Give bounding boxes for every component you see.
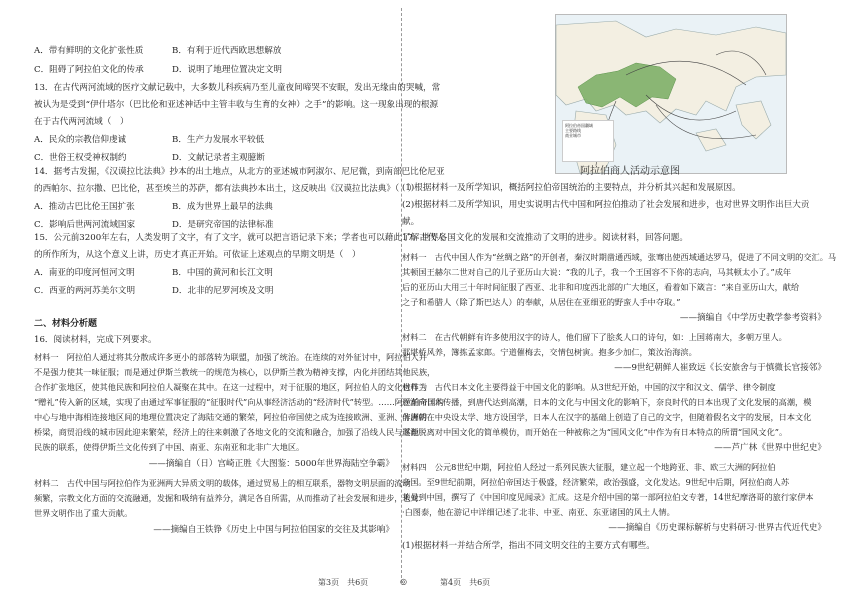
option-d: D．文献记录者主观臆断 (172, 152, 265, 163)
option-b: B．中国的黄河和长江文明 (172, 267, 273, 278)
page-number-right: 第4页 共6页 (440, 578, 491, 587)
q16-material-2 (34, 476, 419, 521)
material-line: 材料一 古代中国人作为“丝绸之路”的开创者，秦汉时期凿通西域，张骞出使西域通达罗马，促进了不同文明的交汇。马 (402, 252, 837, 262)
material-line: 合作扩张地区，使其他民族和阿拉伯人凝聚在其中。在这一过程中，对于征服的地区，阿拉伯人的文化也作为 (34, 382, 428, 392)
option-b: B．成为世界上最早的法典 (172, 201, 273, 212)
q14-line: 的西帕尔、拉尔撒、巴比伦，甚至埃兰的苏萨，都有法典抄本出土，这反映出《汉谟拉比法典》（ ） (34, 184, 417, 194)
material-line: 后的亚历山大用三十年时间征服了西亚、北非和印度西北部的广大地区，看着如下箴言：“来自亚历山大，献给 (402, 282, 800, 292)
binding-mark: ◎ (400, 577, 407, 586)
question-13 (34, 80, 441, 167)
question-15 (34, 230, 445, 300)
material-line: 材料四 公元8世纪中期，阿拉伯人经过一系列民族大征服，建立起一个地跨亚、非、欧三大洲的阿拉伯 (402, 462, 776, 472)
material-line: 那堪桥风养，簿拣孟家郎。宁道催梅去，交情包树寅。抱多少加仁，策汝治海滨。 (402, 347, 697, 357)
q17-material-3 (402, 380, 826, 440)
material-line: ·白图泰，他在游记中详细记述了北非、中亚、南亚、东亚诸国的风土人情。 (402, 507, 675, 517)
option-c: C．影响后世两河流域国家 (34, 219, 136, 230)
material-line: 材料一 阿拉伯人通过将其分散成许多更小的部落转为联盟，加强了统治。在连续的对外征讨中，阿拉伯人并 (34, 352, 428, 362)
q17-material-4 (402, 460, 826, 520)
option-b: B．有利于近代西欧思想解放 (172, 45, 282, 56)
requirement-line: 献。 (402, 217, 420, 227)
q13-line: 在于古代两河流域（ ） (34, 117, 129, 127)
q16-material-1 (34, 350, 444, 455)
legend-item: 阿拉伯帝国疆域 (565, 123, 593, 128)
material-source: ——摘编自（日）宫崎正胜《大图鉴：5000年世界海陆空争霸》 (148, 459, 394, 469)
legend-item: 商业城市 (565, 133, 581, 138)
material-source: ——芦广林《世界中世纪史》 (714, 443, 826, 453)
material-line: 世界文明作出了重大贡献。 (34, 508, 133, 518)
q13-line: 13．在古代两河流域的医疗文献记载中，大多数儿科疾病乃至儿童夜间啼哭不安眠，发出无缘由的哭喊，常 (34, 83, 441, 93)
material-source: ——摘编自王铁铮《历史上中国与阿拉伯国家的交往及其影响》 (153, 525, 394, 535)
question-16-intro: 16．阅读材料，完成下列要求。 (34, 335, 157, 345)
material-line: 逐渐向日本传播，到唐代达到高潮，日本的文化与中国文化的影响下，奈良时代的日本出现了文化发展的高潮，模 (402, 397, 812, 407)
map-legend (562, 120, 614, 162)
requirement-line: (2)根据材料二及所学知识，用史实说明古代中国和阿拉伯推动了社会发展和进步，也对世界文明作出巨大贡 (402, 200, 810, 210)
material-line: 莱曼到中国，撰写了《中国印度见闻录》汇成。这是介绍中国的第一部阿拉伯文专著，14世纪摩洛哥的旅行家伊本 (402, 492, 814, 502)
section-title: 二、材料分析题 (34, 319, 98, 329)
material-line: 材料三 古代日本文化主要得益于中国文化的影响。从3世纪开始，中国的汉字和汉文、儒学、律令制度 (402, 382, 776, 392)
option-c: C．阻碍了阿拉伯文化的传承 (34, 64, 144, 75)
material-line: 频繁，宗教文化方面的交流融通，发掘和吸纳有益养分，满足各自所需，从而推动了社会发展和进步，也对 (34, 493, 419, 503)
material-source: ——摘编自《中学历史教学参考资料》 (679, 313, 826, 323)
q16-requirements (402, 180, 826, 231)
requirement-line: (1)根据材料一及所学知识，概括阿拉伯帝国统治的主要特点，并分析其兴起和发展原因。 (402, 183, 741, 193)
q13-line: 被认为是受到“伊什塔尔（巴比伦和亚述神话中主管丰收与生育的女神）之手”的影响。这一现象出现的根源 (34, 100, 439, 110)
option-a: A．南亚的印度河恒河文明 (34, 267, 135, 278)
q17-material-2 (402, 330, 826, 360)
material-line: 材料二 古代中国与阿拉伯作为亚洲两大异质文明的载体，通过贸易上的相互联系，器物文明层面的流动 (34, 478, 411, 488)
material-line: 帝国。至9世纪前期，阿拉伯帝国达于极盛，经济繁荣，政治强盛，文化发达。9世纪中后期，阿拉伯商人苏 (402, 477, 790, 487)
material-line: 材料二 在古代朝鲜有许多使用汉字的诗人，他们留下了脍炙人口的诗句，如：上国蒋南大，多朝万里人。 (402, 332, 787, 342)
q17-material-1 (402, 250, 837, 310)
material-source: ——摘编自《历史课标解析与史料研习·世界古代近代史》 (608, 523, 826, 533)
material-line: 不是强力使其一味征服；而是通过伊斯兰教统一的规范为核心，以伊斯兰教为精神支撑，内化并团结其他民族， (34, 367, 436, 377)
question-12-options (34, 42, 394, 80)
option-c: C．世俗王权受神权制约 (34, 152, 127, 163)
legend-item: 主要路线 (565, 128, 581, 133)
material-source: ——9世纪朝鲜人崔致远《长安旅舍与于慎微长官接邻》 (614, 363, 826, 373)
option-c: C．西亚的两河苏美尔文明 (34, 285, 136, 296)
option-a: A．民众的宗教信仰虔诚 (34, 134, 127, 145)
option-d: D．说明了地理位置决定文明 (172, 64, 283, 75)
q15-line: 的所作所为，从这个意义上讲，历史才真正开始。可依证上述观点的早期文明是（ ） (34, 250, 361, 260)
material-line: 仿唐朝在中央设太学、地方设国学，日本人在汉字的基础上创造了自己的文字，但随着假名文字的发展，日本文化 (402, 412, 812, 422)
material-line: 逐渐脱离对中国文化的简单模仿，而开始在一种被称之为“国风文化”中作为有日本特点的所谓“国风文化”。 (402, 427, 788, 437)
material-line: 中心与地中海相连接地区间的地理位置决定了海陆交通的繁荣，阿拉伯帝国使之成为连接欧洲、亚洲、非洲的 (34, 412, 428, 422)
page-number-left: 第3页 共6页 (318, 578, 369, 587)
material-line: 之子和希腊人（除了斯巴达人）的奉献，从居住在亚细亚的野蛮人手中夺取。” (402, 297, 681, 307)
question-17-intro: 17．世界各国文化的发展和交流推动了文明的进步。阅读材料，回答问题。 (402, 233, 688, 243)
option-b: B．生产力发展水平较低 (172, 134, 265, 145)
material-line: 其顿国王赫尔二世对自己的儿子亚历山大说：“我的儿子，我一个王国容不下你的志向，马其顿太小了。”成年 (402, 267, 792, 277)
option-a: A．带有鲜明的文化扩张性质 (34, 45, 144, 56)
option-d: D．北非的尼罗河埃及文明 (172, 285, 274, 296)
q14-line: 14．据考古发掘，《汉谟拉比法典》抄本的出土地点，从北方的亚述城市阿淑尔、尼尼微，到南部巴比伦尼亚 (34, 167, 445, 177)
question-14 (34, 164, 445, 234)
q15-line: 15．公元前3200年左右，人类发明了文字，有了文字，就可以把言语记录下来；学者也可以藉此了解古代人 (34, 233, 445, 243)
q17-requirement: (1)根据材料一并结合所学，指出不同文明交往的主要方式有哪些。 (402, 541, 655, 551)
option-a: A．推动古巴比伦王国扩张 (34, 201, 135, 212)
material-line: “赠礼”传入新的区域，实现了由通过军事征服的“征服时代”向从事经济活动的“经济时代”转型。……阿拉伯帝国的 (34, 397, 444, 407)
map-caption: 阿拉伯商人活动示意图 (580, 166, 680, 177)
option-d: D．是研究帝国的法律标准 (172, 219, 274, 230)
material-line: 民族的联系，使得伊斯兰文化传到了中国、南亚、东南亚和北非广大地区。 (34, 442, 305, 452)
material-line: 桥梁，商贸沿线的城市因此迎来繁荣，经济上的往来刺激了各地文化的交流和融合，加强了沿线人民与其他 (34, 427, 419, 437)
